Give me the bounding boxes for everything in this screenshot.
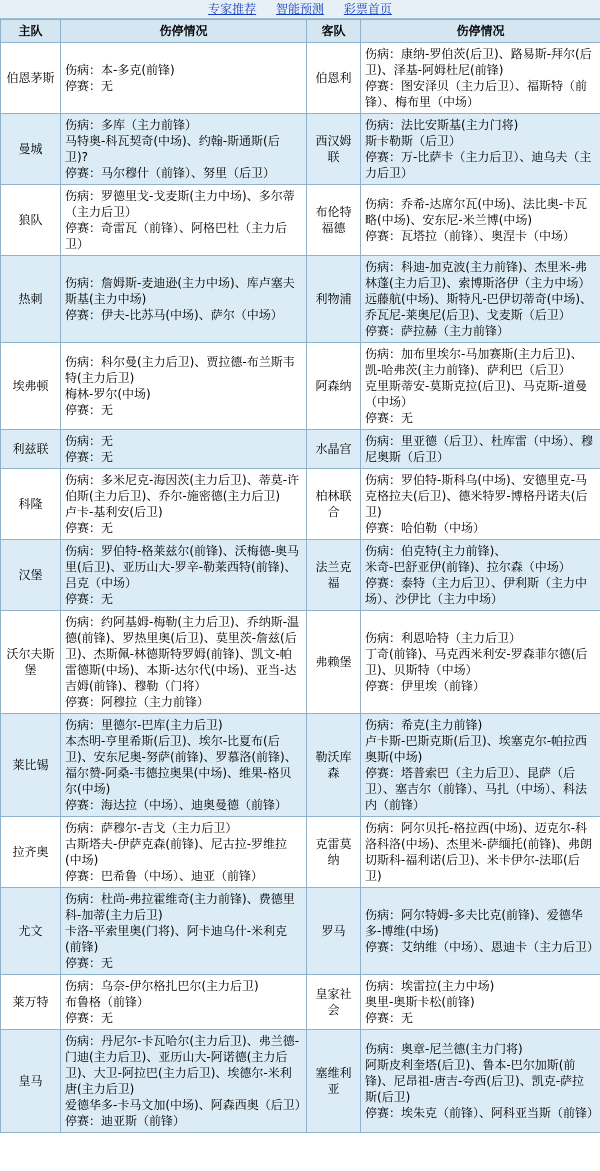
away-injury-detail xyxy=(361,714,600,817)
home-team-name: 伯恩茅斯 xyxy=(1,43,61,114)
detail-line: 停赛：哈伯勒（中场） xyxy=(365,521,486,535)
detail-line: 伤病：詹姆斯-麦迪逊(主力中场)、库卢塞夫斯基(主力中场) xyxy=(65,276,295,306)
detail-line: 停赛：图安泽贝（主力后卫）、福斯特（前锋）、梅布里（中场） xyxy=(365,79,588,109)
detail-line: 停赛：瓦塔拉（前锋）、奥涅卡（中场） xyxy=(365,229,576,243)
detail-line: 停赛：无 xyxy=(65,79,114,93)
away-injury-detail xyxy=(361,430,600,469)
detail-line: 停赛：无 xyxy=(65,403,114,417)
home-team-name: 热刺 xyxy=(1,256,61,343)
detail-line: 伤病：本-多克(前锋) xyxy=(65,63,175,77)
home-injury-detail xyxy=(61,611,307,714)
table-row xyxy=(1,888,600,975)
detail-line: 伤病：加布里埃尔-马加赛斯(主力后卫)、凯-哈弗茨(主力前锋)、萨利巴（后卫） xyxy=(365,347,583,377)
home-injury-detail xyxy=(61,256,307,343)
detail-line: 伤病：罗伯特-格莱兹尔(前锋)、沃梅德-奥马里(后卫)、亚历山大-罗辛-勒莱西特(前锋)、吕克（中场） xyxy=(65,544,300,590)
home-team-name: 埃弗顿 xyxy=(1,343,61,430)
detail-line: 远藤航(中场)、斯特凡-巴伊切蒂奇(中场)、乔瓦尼-莱奥尼(后卫)、戈麦斯（后卫） xyxy=(365,292,593,322)
away-team-name: 伯恩利 xyxy=(307,43,361,114)
detail-line: 卢卡-基利安(后卫) xyxy=(65,505,163,519)
detail-line: 伤病：科迪-加克波(主力前锋)、杰里米-弗林蓬(主力后卫)、索博斯洛伊（主力中场） xyxy=(365,260,591,290)
table-row xyxy=(1,469,600,540)
detail-line: 停赛：巴希鲁（中场）、迪亚（前锋） xyxy=(65,869,264,883)
detail-line: 停赛：无 xyxy=(65,592,114,606)
detail-line: 停赛：泰特（主力后卫）、伊利斯（主力中场）、沙伊比（主力中场） xyxy=(365,576,588,606)
detail-line: 伤病：萨穆尔-吉戈（主力后卫） xyxy=(65,821,238,835)
detail-line: 卢卡斯-巴斯克斯(后卫)、埃塞克尔-帕拉西奥斯(中场) xyxy=(365,734,588,764)
home-injury-detail xyxy=(61,1030,307,1133)
detail-line: 停赛：无 xyxy=(65,521,114,535)
detail-line: 停赛：无 xyxy=(65,956,114,970)
away-injury-detail xyxy=(361,256,600,343)
home-injury-detail xyxy=(61,469,307,540)
detail-line: 伤病：乔希-达席尔瓦(中场)、法比奥-卡瓦略(中场)、安东尼-米兰博(中场) xyxy=(365,197,588,227)
detail-line: 停赛：无 xyxy=(65,450,114,464)
detail-line: 伤病：约阿基姆-梅勒(主力后卫)、乔纳斯-温德(前锋)、罗热里奥(后卫)、莫里茨-詹兹(后卫)、杰斯佩-林德斯特罗姆(前锋)、凯文-帕雷德斯(中场)、本斯-达尔代(中场)、亚当-达吉姆(前锋)、穆勒（门将） xyxy=(65,615,300,693)
away-team-name: 罗马 xyxy=(307,888,361,975)
detail-line: 伤病：多米尼克-海因茨(主力后卫)、蒂莫-许伯斯(主力后卫)、乔尔-施密德(主力后卫) xyxy=(65,473,300,503)
away-team-name: 利物浦 xyxy=(307,256,361,343)
home-injury-detail xyxy=(61,817,307,888)
table-row xyxy=(1,185,600,256)
away-injury-detail xyxy=(361,114,600,185)
detail-line: 停赛：迪亚斯（前锋） xyxy=(65,1114,186,1128)
detail-line: 克里斯蒂安-莫斯克拉(后卫)、马克斯-道曼（中场） xyxy=(365,379,588,409)
detail-line: 梅林-罗尔(中场) xyxy=(65,387,151,401)
detail-line: 伤病：里亚德（后卫）、杜库雷（中场）、穆尼奥斯（后卫） xyxy=(365,434,594,464)
detail-line: 伤病：伯克特(主力前锋)、 xyxy=(365,544,507,558)
header-home-team: 主队 xyxy=(1,20,61,43)
away-team-name: 弗赖堡 xyxy=(307,611,361,714)
top-nav xyxy=(0,0,600,19)
table-row xyxy=(1,256,600,343)
home-injury-detail xyxy=(61,185,307,256)
detail-line: 爱德华多-卡马文加(中场)、阿森西奥（后卫） xyxy=(65,1098,307,1112)
detail-line: 伤病：奥章-尼兰德(主力门将) xyxy=(365,1042,523,1056)
header-home-detail: 伤停情况 xyxy=(61,20,307,43)
header-row xyxy=(1,20,600,43)
table-row xyxy=(1,430,600,469)
home-injury-detail xyxy=(61,114,307,185)
detail-line: 斯卡勒斯（后卫） xyxy=(365,134,462,148)
detail-line: 伤病：阿尔贝托-格拉西(中场)、迈克尔-科洛科洛(中场)、杰里米-萨缅托(前锋)、弗朗切斯科-福利诺(后卫)、米卡伊尔-法耶(后卫) xyxy=(365,821,593,883)
table-row xyxy=(1,1030,600,1133)
table-row xyxy=(1,611,600,714)
table-row xyxy=(1,714,600,817)
detail-line: 停赛：无 xyxy=(365,411,414,425)
away-injury-detail xyxy=(361,888,600,975)
header-away-team: 客队 xyxy=(307,20,361,43)
detail-line: 伤病：康纳-罗伯茨(后卫)、路易斯-拜尔(后卫)、泽基-阿姆杜尼(前锋) xyxy=(365,47,592,77)
detail-line: 停赛：无 xyxy=(365,1011,414,1025)
table-row xyxy=(1,43,600,114)
detail-line: 阿斯皮利奎塔(后卫)、鲁本-巴尔加斯(前锋)、尼昂祖-唐吉-夸西(后卫)、凯克-萨拉斯(后卫) xyxy=(365,1058,585,1104)
detail-line: 伤病：阿尔特姆-多夫比克(前锋)、爱德华多-博维(中场) xyxy=(365,908,583,938)
away-injury-detail xyxy=(361,343,600,430)
detail-line: 停赛：伊里埃（前锋） xyxy=(365,679,486,693)
detail-line: 卡洛-平索里奥(门将)、阿卡迪乌什-米利克(前锋) xyxy=(65,924,288,954)
detail-line: 伤病：埃雷拉(主力中场) xyxy=(365,979,495,993)
home-injury-detail xyxy=(61,430,307,469)
detail-line: 古斯塔夫-伊萨克森(前锋)、尼古拉-罗维拉(中场) xyxy=(65,837,288,867)
home-injury-detail xyxy=(61,888,307,975)
detail-line: 伤病：里德尔-巴库(主力后卫) xyxy=(65,718,223,732)
detail-line: 伤病：罗德里戈-戈麦斯(主力中场)、多尔蒂（主力后卫） xyxy=(65,189,295,219)
detail-line: 停赛：伊夫-比苏马(中场)、萨尔（中场） xyxy=(65,308,283,322)
detail-line: 停赛：阿穆拉（主力前锋） xyxy=(65,695,210,709)
home-team-name: 尤文 xyxy=(1,888,61,975)
home-team-name: 拉齐奥 xyxy=(1,817,61,888)
detail-line: 停赛：塔普索巴（主力后卫）、昆萨（后卫）、塞吉尔（前锋）、马扎（中场）、科法内（前锋） xyxy=(365,766,588,812)
away-injury-detail xyxy=(361,611,600,714)
away-injury-detail xyxy=(361,469,600,540)
away-injury-detail xyxy=(361,540,600,611)
home-injury-detail xyxy=(61,714,307,817)
detail-line: 伤病：法比安斯基(主力门将) xyxy=(365,118,519,132)
detail-line: 停赛：无 xyxy=(65,1011,114,1025)
detail-line: 米奇-巴舒亚伊(前锋)、拉尔森（中场） xyxy=(365,560,571,574)
away-team-name: 塞维利亚 xyxy=(307,1030,361,1133)
table-row xyxy=(1,975,600,1030)
detail-line: 停赛：埃朱克（前锋）、阿科亚当斯（前锋） xyxy=(365,1106,600,1120)
home-injury-detail xyxy=(61,43,307,114)
detail-line: 停赛：奇雷瓦（前锋）、阿格巴杜（主力后卫） xyxy=(65,221,288,251)
detail-line: 停赛：万-比萨卡（主力后卫）、迪乌夫（主力后卫） xyxy=(365,150,592,180)
detail-line: 伤病：希克(主力前锋) xyxy=(365,718,483,732)
away-team-name: 水晶宫 xyxy=(307,430,361,469)
home-team-name: 莱比锡 xyxy=(1,714,61,817)
home-team-name: 科隆 xyxy=(1,469,61,540)
away-injury-detail xyxy=(361,185,600,256)
detail-line: 停赛：马尔穆什（前锋）、努里（后卫） xyxy=(65,166,276,180)
away-team-name: 阿森纳 xyxy=(307,343,361,430)
home-injury-detail xyxy=(61,540,307,611)
table-row xyxy=(1,114,600,185)
home-injury-detail xyxy=(61,343,307,430)
away-team-name: 勒沃库森 xyxy=(307,714,361,817)
detail-line: 停赛：萨拉赫（主力前锋） xyxy=(365,324,510,338)
home-team-name: 沃尔夫斯堡 xyxy=(1,611,61,714)
away-injury-detail xyxy=(361,1030,600,1133)
detail-line: 伤病：多库（主力前锋） xyxy=(65,118,198,132)
detail-line: 伤病：科尔曼(主力后卫)、贾拉德-布兰斯韦特(主力后卫) xyxy=(65,355,295,385)
home-team-name: 汉堡 xyxy=(1,540,61,611)
away-team-name: 克雷莫纳 xyxy=(307,817,361,888)
detail-line: 丁奇(前锋)、马克西米利安-罗森菲尔德(后卫)、贝斯特（中场） xyxy=(365,647,588,677)
away-team-name: 法兰克福 xyxy=(307,540,361,611)
detail-line: 停赛：艾纳维（中场）、恩迪卡（主力后卫） xyxy=(365,940,600,954)
away-team-name: 皇家社会 xyxy=(307,975,361,1030)
away-injury-detail xyxy=(361,43,600,114)
away-team-name: 柏林联合 xyxy=(307,469,361,540)
away-injury-detail xyxy=(361,975,600,1030)
table-row xyxy=(1,817,600,888)
home-team-name: 利兹联 xyxy=(1,430,61,469)
home-team-name: 皇马 xyxy=(1,1030,61,1133)
detail-line: 本杰明-亨里希斯(后卫)、埃尔-比夏布(后卫)、安东尼奥-努萨(前锋)、罗慕洛(前锋)、福尔赞-阿桑-韦德拉奥果(中场)、维果-格贝尔(中场) xyxy=(65,734,297,796)
nav-link-lottery-home[interactable]: 彩票首页 xyxy=(343,2,392,16)
home-team-name: 莱万特 xyxy=(1,975,61,1030)
detail-line: 停赛：海达拉（中场）、迪奥曼德（前锋） xyxy=(65,798,288,812)
home-team-name: 曼城 xyxy=(1,114,61,185)
detail-line: 布鲁格（前锋） xyxy=(65,995,150,1009)
injury-table xyxy=(0,19,600,1133)
table-row xyxy=(1,343,600,430)
detail-line: 伤病：丹尼尔-卡瓦哈尔(主力后卫)、弗兰德-门迪(主力后卫)、亚历山大-阿诺德(主力后卫)、大卫-阿拉巴(主力后卫)、埃德尔-米利唐(主力后卫) xyxy=(65,1034,300,1096)
table-body xyxy=(1,43,600,1133)
detail-line: 伤病：罗伯特-斯科乌(中场)、安德里克-马克格拉夫(后卫)、德米特罗-博格丹诺夫(后卫) xyxy=(365,473,588,519)
away-injury-detail xyxy=(361,817,600,888)
detail-line: 马特奥-科瓦契奇(中场)、约翰-斯通斯(后卫)? xyxy=(65,134,280,164)
detail-line: 伤病：利恩哈特（主力后卫） xyxy=(365,631,522,645)
detail-line: 伤病：无 xyxy=(65,434,114,448)
away-team-name: 布伦特福德 xyxy=(307,185,361,256)
home-team-name: 狼队 xyxy=(1,185,61,256)
table-row xyxy=(1,540,600,611)
detail-line: 伤病：杜尚-弗拉霍维奇(主力前锋)、费德里科-加蒂(主力后卫) xyxy=(65,892,295,922)
away-team-name: 西汉姆联 xyxy=(307,114,361,185)
detail-line: 伤病：乌奈-伊尔格扎巴尔(主力后卫) xyxy=(65,979,259,993)
nav-link-prediction[interactable]: 智能预测 xyxy=(275,2,324,16)
detail-line: 奥里-奥斯卡松(前锋) xyxy=(365,995,475,1009)
home-injury-detail xyxy=(61,975,307,1030)
nav-link-expert[interactable]: 专家推荐 xyxy=(208,2,257,16)
header-away-detail: 伤停情况 xyxy=(361,20,600,43)
